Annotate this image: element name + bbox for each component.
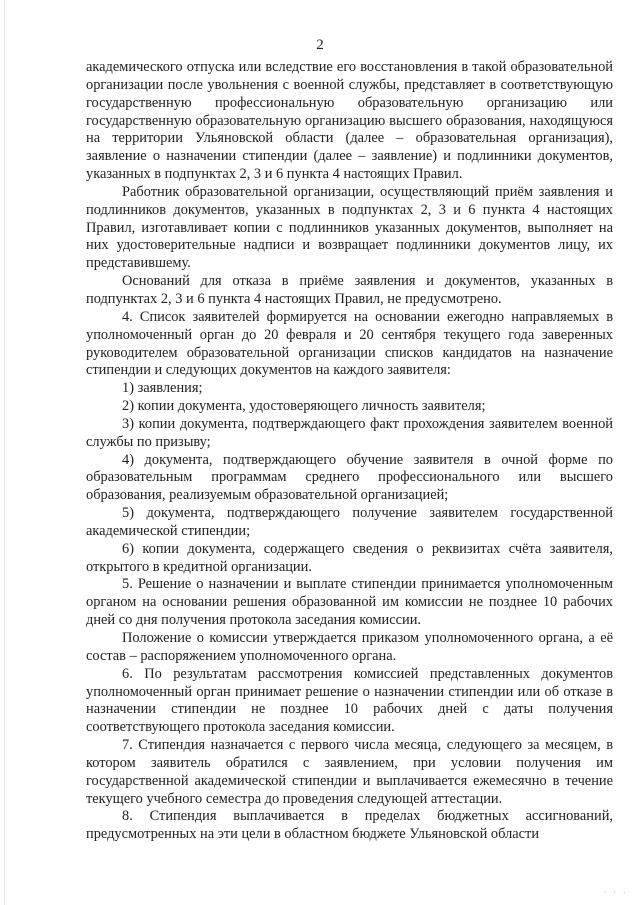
document-body [86,59,613,844]
page-number: 2 [316,37,324,53]
paragraph-employee-copies: Работник образовательной организации, осуществляющий приём заявления и подлинников документов, указанных в подпунктах 2, 3 и 6 пункта 4 настоящих Правил, изготавливает копии с подлинников указанных документов, выполняет на них удостоверительные надписи и возвращает подлинники документов лицу, их представившему. [86,183,613,272]
subitem-2: 2) копии документа, удостоверяющего личность заявителя; [122,398,486,415]
subitem-5: 5) документа, подтверждающего получение заявителем государственной академической стипендии; [86,505,613,539]
subitem-3: 3) копии документа, подтверждающего факт прохождения заявителем военной службы по призыву; [86,415,613,450]
paragraph-item-7: 7. Стипендия назначается с первого числа месяца, следующего за месяцем, в котором заявитель обратился с заявлением, при условии получения им государственной академической стипендии и выплачивается ежемесячно в течение текущего учебного семестра до проведения следующей аттестации. [86,737,613,807]
paragraph-continuation: академического отпуска или вследствие его восстановления в такой образовательной организации после увольнения с военной службы, представляет в соответствующую государственную профессиональную образовательную организацию или государственную образовательную организацию высшего образования, находящуюся на территории Ульяновской области (далее – образовательная организация), заявление о назначении стипендии (далее – заявление) и подлинники документов, указанных в подпунктах 2, 3 и 6 пункта 4 настоящих Правил. [86,59,613,183]
subitem-1: 1) заявления; [122,380,203,397]
paragraph-item-4: 4. Список заявителей формируется на основании ежегодно направляемых в уполномоченный орган до 20 февраля и 20 сентября текущего года заверенных руководителем образовательной организации списков кандидатов на назначение стипендии и следующих документов на каждого заявителя: [86,308,613,379]
paragraph-commission-regulation: Положение о комиссии утверждается приказом уполномоченного органа, а её состав – распоряжением уполномоченного органа. [86,630,613,664]
paragraph-item-5: 5. Решение о назначении и выплате стипендии принимается уполномоченным органом на основании решения образованной им комиссии не позднее 10 рабочих дней со дня получения протокола заседания комиссии. [86,576,613,629]
paragraph-item-6: 6. По результатам рассмотрения комиссией представленных документов уполномоченный орган принимает решение о назначении стипендии или об отказе в назначении стипендии не позднее 10 рабочих дней с даты получения соответствующего протокола заседания комиссии. [86,665,613,736]
subitem-4: 4) документа, подтверждающего обучение заявителя в очной форме по образовательным программам среднего профессионального или высшего образования, реализуемым образовательной организацией; [86,451,613,504]
page-left-edge [4,0,5,905]
paragraph-item-8: 8. Стипендия выплачивается в пределах бюджетных ассигнований, предусмотренных на эти цели в областном бюджете Ульяновской области [86,808,613,843]
scan-specks: · · · [603,888,628,899]
subitem-6: 6) копии документа, содержащего сведения о реквизитах счёта заявителя, открытого в кредитной организации. [86,540,613,575]
paragraph-no-refusal-grounds: Оснований для отказа в приёме заявления и документов, указанных в подпунктах 2, 3 и 6 пункта 4 настоящих Правил, не предусмотрено. [86,273,613,307]
